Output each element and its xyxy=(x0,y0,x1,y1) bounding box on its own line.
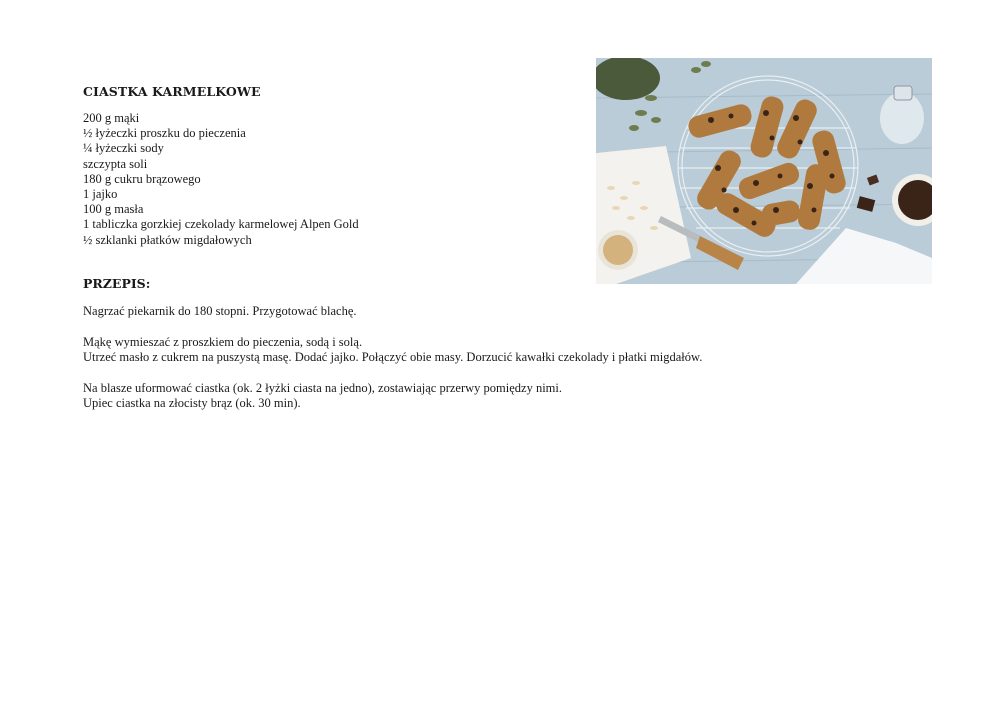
step-paragraph xyxy=(83,304,783,319)
method-steps xyxy=(83,304,783,427)
recipe-title: CIASTKA KARMELKOWE xyxy=(83,84,261,99)
ingredient-item: 1 jajko xyxy=(83,187,118,202)
step-line: Utrzeć masło z cukrem na puszystą masę. Dodać jajko. Połączyć obie masy. Dorzucić kawałki czekolady i płatki migdałów. xyxy=(83,350,703,365)
ingredient-item: ½ szklanki płatków migdałowych xyxy=(83,232,252,247)
ingredient-item: 180 g cukru brązowego xyxy=(83,171,201,186)
cookies-on-rack-illustration xyxy=(596,58,932,284)
step-line: Nagrzać piekarnik do 180 stopni. Przygotować blachę. xyxy=(83,304,357,318)
ingredient-item: 1 tabliczka gorzkiej czekolady karmelowej Alpen Gold xyxy=(83,217,359,232)
method-heading: PRZEPIS: xyxy=(83,276,151,291)
step-paragraph xyxy=(83,335,783,366)
ingredient-item: 100 g masła xyxy=(83,202,144,217)
ingredient-item: ½ łyżeczki proszku do pieczenia xyxy=(83,126,246,141)
recipe-photo xyxy=(596,58,932,284)
step-line: Mąkę wymieszać z proszkiem do pieczenia, sodą i solą. xyxy=(83,334,363,349)
ingredient-item: szczypta soli xyxy=(83,156,148,171)
ingredient-item: 200 g mąki xyxy=(83,111,140,125)
ingredient-item: ¼ łyżeczki sody xyxy=(83,141,164,156)
ingredients-list xyxy=(83,111,359,248)
step-line: Na blasze uformować ciastka (ok. 2 łyżki ciasta na jedno), zostawiając przerwy pomiędzy nimi. xyxy=(83,381,562,395)
step-paragraph xyxy=(83,381,783,412)
step-line: Upiec ciastka na złocisty brąz (ok. 30 min). xyxy=(83,396,301,411)
